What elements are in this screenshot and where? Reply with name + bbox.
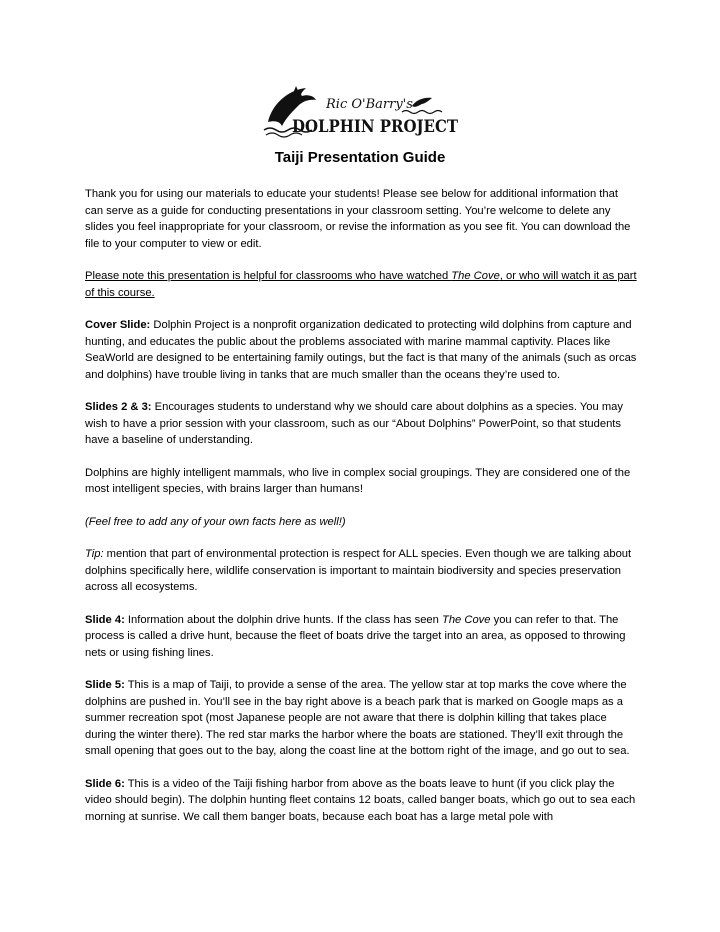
slides-2-3-paragraph — [85, 399, 637, 449]
page-title: Taiji Presentation Guide — [274, 149, 446, 166]
feel-free-paragraph — [85, 514, 637, 531]
slides-2-3-label: Slides 2 & 3: — [85, 401, 152, 413]
intro-paragraph: Thank you for using our materials to educate your students! Please see below for additional information that can serve as a guide for conducting presentations in your classroom setting. You’re welcome to delete any slides you feel inappropriate for your classroom, or revise the information as you see fit. You can download the file to your computer to view or edit. — [85, 188, 631, 250]
cover-slide-text: Dolphin Project is a nonprofit organization dedicated to protecting wild dolphins from capture and hunting, and educates the public about the problems associated with marine mammal captivity. Places like SeaWorld are designed to be entertaining family outings, but the fact is that many of the animals (such as orcas and dolphins) have trouble living in tanks that are much smaller than the oceans they’re used to. — [85, 319, 637, 381]
slide-4-paragraph — [85, 612, 637, 662]
slide-4-label: Slide 4: — [85, 613, 125, 626]
logo-wordmark-text: DOLPHIN PROJECT — [292, 117, 459, 137]
dolphin-logo-icon — [262, 82, 462, 138]
slide-4-text-b: you can refer to that. The process is called a drive hunt, because the fleet of boats drive the target into an area, as opposed to throwing nets or using fishing lines. — [85, 613, 626, 659]
slide-6-paragraph — [85, 776, 637, 826]
slide-5-paragraph — [85, 677, 637, 760]
tip-paragraph — [85, 546, 637, 596]
slide-5-label: Slide 5: — [85, 679, 125, 691]
slide-4-text-a: Information about the dolphin drive hunts. If the class has seen — [124, 613, 442, 626]
logo-script-text: Ric O'Barry's — [326, 97, 413, 112]
feel-free-text: (Feel free to add any of your own facts here as well!) — [85, 515, 346, 528]
note-text-after: , or who will watch it as part of this course. — [85, 270, 637, 299]
slides-2-3-text: Encourages students to understand why we should care about dolphins as a species. You may wish to have a prior session with your classroom, such as our “About Dolphins” PowerPoint, so that students have a baseline of understanding. — [85, 401, 623, 446]
tip-text: mention that part of environmental protection is respect for ALL species. Even though we are talking about dolphins specifically here, wildlife conservation is important to maintain biodiversity and species preservation across all ecosystems. — [85, 548, 632, 593]
tip-label: Tip: — [85, 548, 104, 560]
slide-6-text: This is a video of the Taiji fishing harbor from above as the boats leave to hunt (if you click play the video should begin). The dolphin hunting fleet contains 12 boats, called banger boats, which go out to sea each morning at sunrise. We call them banger boats, because each boat has a large metal pole with — [85, 777, 636, 823]
slide-4-film-title: The Cove — [441, 613, 491, 626]
note-text-before: Please note this presentation is helpful for classrooms who have watched — [85, 270, 452, 282]
note-film-title: The Cove — [451, 270, 500, 282]
cover-slide-label: Cover Slide: — [85, 319, 151, 331]
dolphins-paragraph: Dolphins are highly intelligent mammals, who live in complex social groupings. They are considered one of the most intelligent species, with brains larger than humans! — [85, 466, 631, 495]
dolphin-project-logo — [262, 82, 462, 138]
cover-slide-paragraph — [85, 317, 637, 383]
slide-5-text: This is a map of Taiji, to provide a sense of the area. The yellow star at top marks the cove where the dolphins are pushed in. You’ll see in the bay right above is a beach park that is marked on Google maps as a summer recreation spot (most Japanese people are not aware that there is dolphin killing that takes place during the winter there). The red star marks the harbor where the boats are stationed. They’ll exit through the small opening that goes out to the bay, along the coast line at the bottom right of the image, and go out to sea. — [85, 679, 630, 757]
note-paragraph — [85, 268, 637, 301]
slide-6-label: Slide 6: — [85, 777, 125, 790]
document-body — [85, 186, 637, 841]
